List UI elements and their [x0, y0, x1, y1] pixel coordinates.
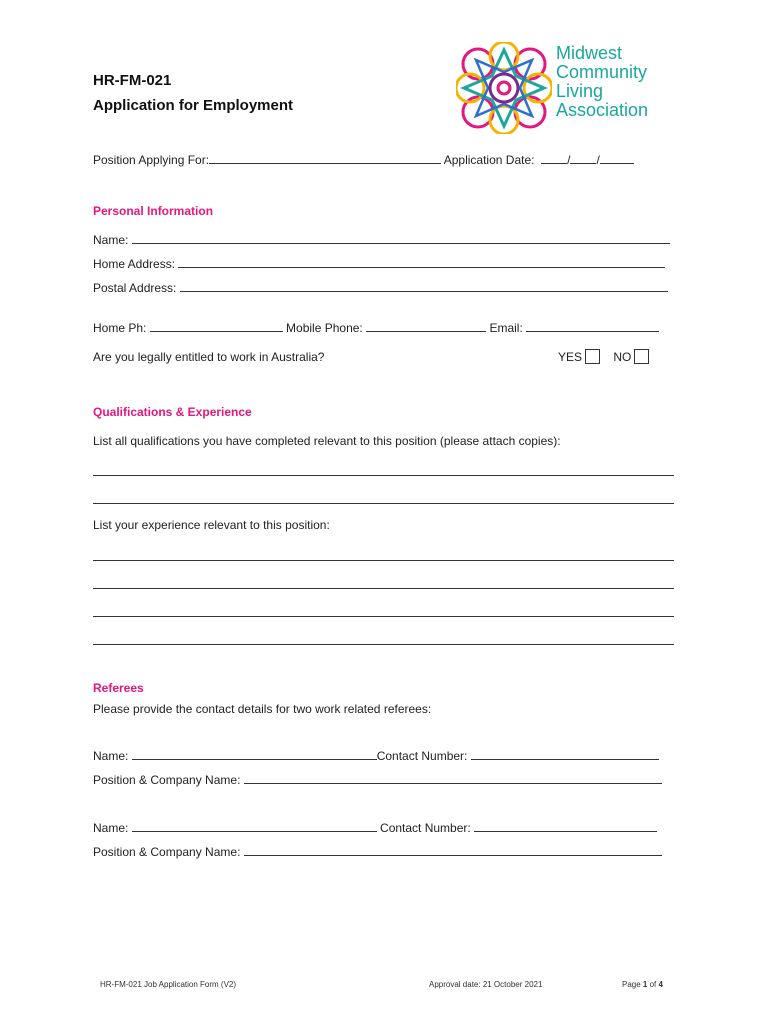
- referee-2-company-field[interactable]: [244, 844, 662, 856]
- referee-2-contact-field[interactable]: [474, 820, 657, 832]
- postal-address-row: [93, 280, 668, 295]
- experience-prompt: List your experience relevant to this position:: [93, 518, 330, 532]
- home-address-field[interactable]: [178, 256, 665, 268]
- position-field[interactable]: [209, 152, 441, 164]
- referee-1-name-field[interactable]: [132, 748, 377, 760]
- date-year-field[interactable]: [600, 152, 634, 164]
- date-month-field[interactable]: [570, 152, 596, 164]
- no-checkbox[interactable]: [634, 349, 649, 364]
- yes-checkbox[interactable]: [585, 349, 600, 364]
- experience-line[interactable]: [93, 644, 674, 645]
- referee-contact-label: Contact Number:: [376, 749, 468, 763]
- footer-form-name: HR-FM-021 Job Application Form (V2): [100, 980, 237, 989]
- referee-1-row: [93, 748, 659, 763]
- home-phone-label: Home Ph:: [93, 321, 147, 335]
- email-field[interactable]: [526, 320, 659, 332]
- form-code: HR-FM-021: [93, 72, 172, 89]
- name-field[interactable]: [132, 232, 670, 244]
- referee-company-label: Position & Company Name:: [93, 845, 241, 859]
- experience-line[interactable]: [93, 560, 674, 561]
- work-eligibility-question: Are you legally entitled to work in Australia?: [93, 350, 325, 364]
- name-row: [93, 232, 670, 247]
- referee-2-company-row: [93, 844, 662, 859]
- position-label: Position Applying For:: [93, 153, 210, 167]
- referee-company-label: Position & Company Name:: [93, 773, 241, 787]
- position-row: [93, 152, 634, 167]
- page-of: of: [647, 980, 659, 989]
- mcla-logo-icon: [456, 42, 552, 134]
- referee-1-company-row: [93, 772, 662, 787]
- qualifications-line[interactable]: [93, 503, 674, 504]
- footer-approval-date: Approval date: 21 October 2021: [429, 980, 543, 989]
- experience-line[interactable]: [93, 588, 674, 589]
- qualifications-prompt: List all qualifications you have completed relevant to this position (please attach copies):: [93, 434, 561, 448]
- referees-intro: Please provide the contact details for two work related referees:: [93, 702, 432, 716]
- date-day-field[interactable]: [541, 152, 567, 164]
- referee-contact-label: Contact Number:: [380, 821, 471, 835]
- date-separator: /: [567, 153, 571, 167]
- qualifications-line[interactable]: [93, 475, 674, 476]
- referee-1-contact-field[interactable]: [471, 748, 659, 760]
- referee-name-label: Name:: [93, 749, 129, 763]
- yes-label: YES: [558, 350, 583, 364]
- postal-address-field[interactable]: [180, 280, 668, 292]
- home-address-label: Home Address:: [93, 257, 176, 271]
- org-name-line: Association: [556, 100, 649, 120]
- referee-1-company-field[interactable]: [244, 772, 662, 784]
- phone-row: [93, 320, 659, 335]
- no-label: NO: [613, 350, 632, 364]
- home-phone-field[interactable]: [150, 320, 283, 332]
- date-separator: /: [596, 153, 600, 167]
- personal-info-heading: Personal Information: [93, 204, 214, 218]
- mobile-phone-field[interactable]: [366, 320, 486, 332]
- page-prefix: Page: [622, 980, 643, 989]
- work-eligibility-options: [558, 349, 649, 364]
- org-name-line: Midwest: [556, 43, 623, 63]
- postal-address-label: Postal Address:: [93, 281, 177, 295]
- experience-line[interactable]: [93, 616, 674, 617]
- referee-name-label: Name:: [93, 821, 129, 835]
- org-name-line: Living: [556, 81, 604, 101]
- org-name: [556, 44, 648, 120]
- mobile-phone-label: Mobile Phone:: [286, 321, 363, 335]
- footer-page-number: [622, 980, 663, 989]
- application-date-label: Application Date:: [443, 153, 535, 167]
- page-total: 4: [658, 980, 663, 989]
- referee-2-name-field[interactable]: [132, 820, 377, 832]
- form-title: Application for Employment: [93, 97, 294, 114]
- qualifications-heading: Qualifications & Experience: [93, 405, 252, 419]
- home-address-row: [93, 256, 665, 271]
- referees-heading: Referees: [93, 681, 144, 695]
- referee-2-row: [93, 820, 657, 835]
- name-label: Name:: [93, 233, 129, 247]
- email-label: Email:: [489, 321, 523, 335]
- org-name-line: Community: [556, 62, 648, 82]
- page-current: 1: [642, 980, 648, 989]
